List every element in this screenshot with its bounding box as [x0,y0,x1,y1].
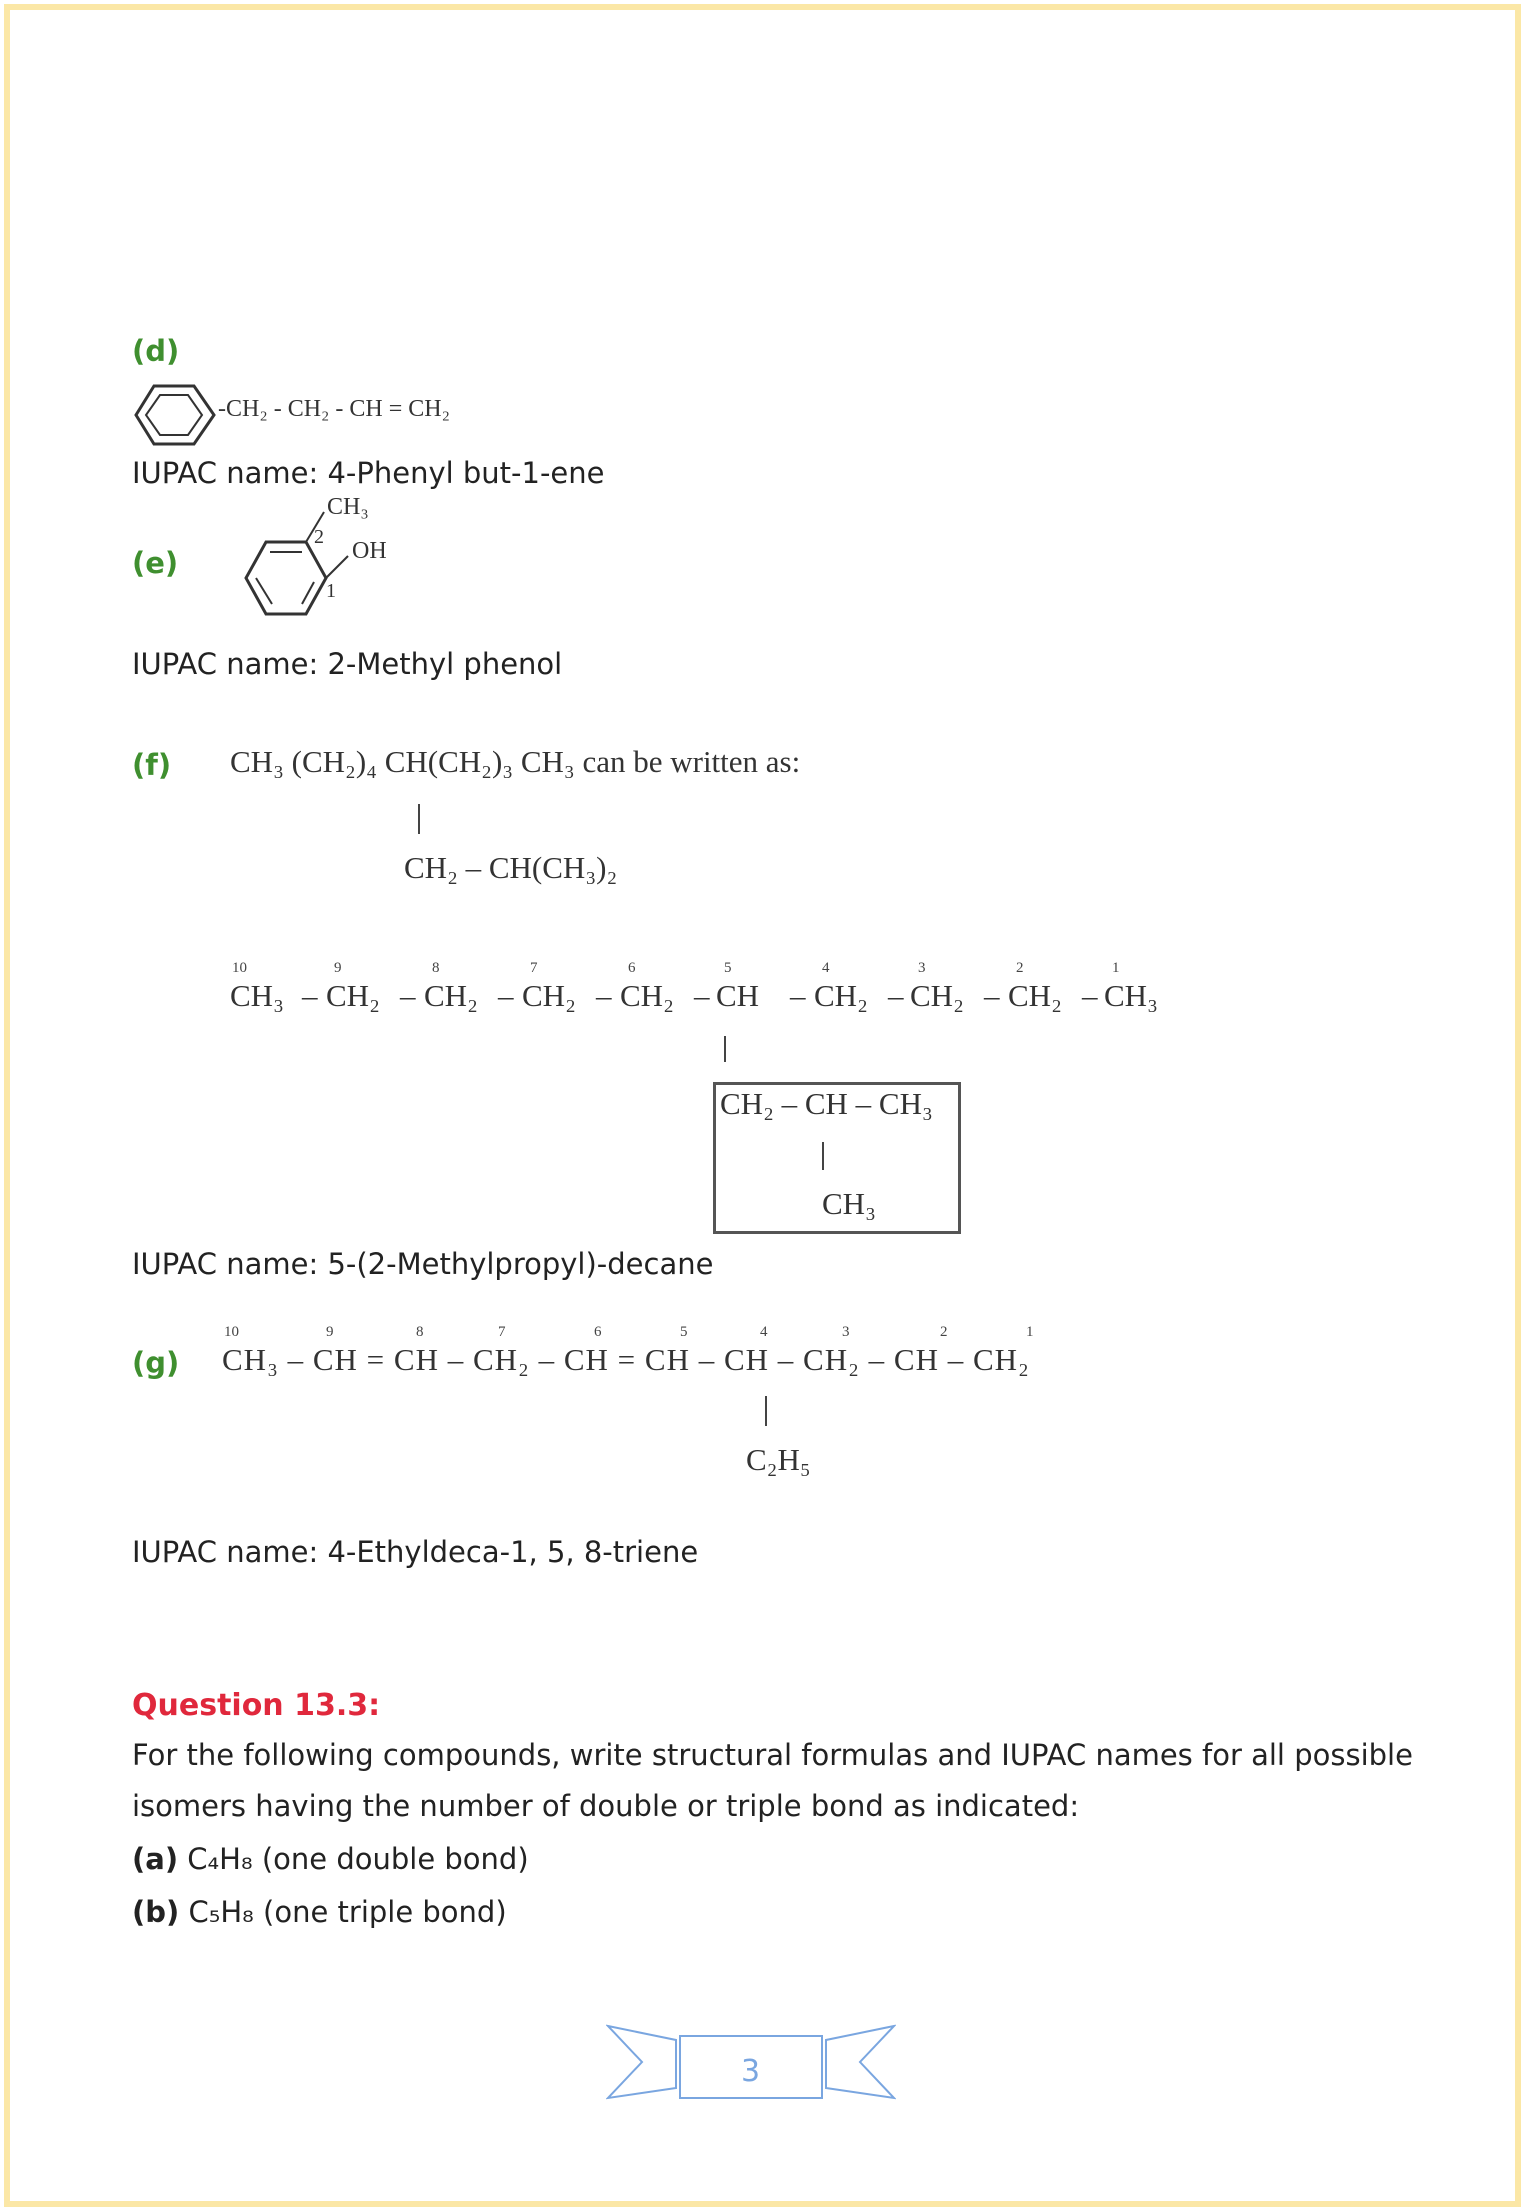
chain-group: CH₂ [620,978,674,1013]
chain-bond: – [596,978,612,1013]
part-f-formula-branch: CH₂ – CH(CH₃)₂ [404,850,618,885]
part-e-iupac: IUPAC name: 2-Methyl phenol [132,647,563,681]
part-d-iupac: IUPAC name: 4-Phenyl but-1-ene [132,456,605,490]
chain-number: 1 [1026,1324,1034,1340]
part-g-label: (g) [132,1346,180,1380]
page-number: 3 [741,2054,761,2089]
chain-number: 9 [334,960,342,976]
chain-bond: – [888,978,904,1013]
benzene-ring-icon [134,382,218,448]
part-f-box-top: CH₂ – CH – CH₃ [720,1086,933,1121]
chain-group: CH₃ [1104,978,1158,1013]
chain-number: 6 [628,960,636,976]
chain-number: 2 [1016,960,1024,976]
chain-group: CH₃ [230,978,284,1013]
part-e-pos-2: 2 [314,526,324,548]
part-f-bond-vertical [418,804,420,834]
chain-group: CH₂ [814,978,868,1013]
part-f-formula-line1: CH₃ (CH₂)₄ CH(CH₂)₃ CH₃ can be written as: [230,744,801,779]
chain-bond: – [984,978,1000,1013]
question-item-a [132,1842,529,1876]
chain-number: 3 [918,960,926,976]
chain-number: 9 [326,1324,334,1340]
part-f-label: (f) [132,748,172,782]
part-g-branch: C₂H₅ [746,1442,811,1477]
question-text-line2: isomers having the number of double or triple bond as indicated: [132,1789,1080,1823]
chain-group: CH₂ [424,978,478,1013]
chain-number: 5 [724,960,732,976]
part-g-iupac: IUPAC name: 4-Ethyldeca-1, 5, 8-triene [132,1535,699,1569]
chain-bond: – [302,978,318,1013]
part-f-box-bond [822,1142,824,1170]
question-text-line1: For the following compounds, write structural formulas and IUPAC names for all possible [132,1738,1413,1772]
part-e-oh: OH [352,538,387,564]
question-title: Question 13.3: [132,1688,381,1723]
question-item-b-label: (b) [132,1895,180,1929]
chain-group: CH₂ [522,978,576,1013]
chain-bond: – [1082,978,1098,1013]
chain-number: 5 [680,1324,688,1340]
chain-number: 7 [530,960,538,976]
chain-number: 10 [224,1324,239,1340]
chain-number: 7 [498,1324,506,1340]
chain-bond: – [498,978,514,1013]
part-f-chain-branch-bond [724,1036,726,1062]
chain-bond: – [400,978,416,1013]
chain-group: CH [716,978,760,1013]
chain-number: 8 [416,1324,424,1340]
question-item-b-text: C₅H₈ (one triple bond) [188,1895,507,1929]
part-e-ch3: CH₃ [327,494,369,520]
part-e-pos-1: 1 [326,580,336,602]
chain-group: CH₂ [1008,978,1062,1013]
chain-number: 8 [432,960,440,976]
question-item-a-label: (a) [132,1842,179,1876]
question-item-b [132,1895,507,1929]
question-item-a-text: C₄H₈ (one double bond) [187,1842,529,1876]
chain-group: CH₂ [326,978,380,1013]
part-e-label: (e) [132,546,179,580]
chain-bond: – [694,978,710,1013]
chain-number: 1 [1112,960,1120,976]
chain-bond: – [790,978,806,1013]
chain-number: 4 [822,960,830,976]
chain-number: 4 [760,1324,768,1340]
chain-number: 10 [232,960,247,976]
part-f-box-bottom: CH₃ [822,1186,876,1221]
part-g-branch-bond [765,1396,767,1426]
part-f-iupac: IUPAC name: 5-(2-Methylpropyl)-decane [132,1247,714,1281]
chain-number: 2 [940,1324,948,1340]
chain-number: 6 [594,1324,602,1340]
chain-group: CH₂ [910,978,964,1013]
part-g-chain: CH₃ – CH = CH – CH₂ – CH = CH – CH – CH₂ – CH – CH₂ [222,1342,1030,1377]
chain-number: 3 [842,1324,850,1340]
part-d-label: (d) [132,334,180,368]
part-d-formula: -CH₂ - CH₂ - CH = CH₂ [218,396,450,422]
